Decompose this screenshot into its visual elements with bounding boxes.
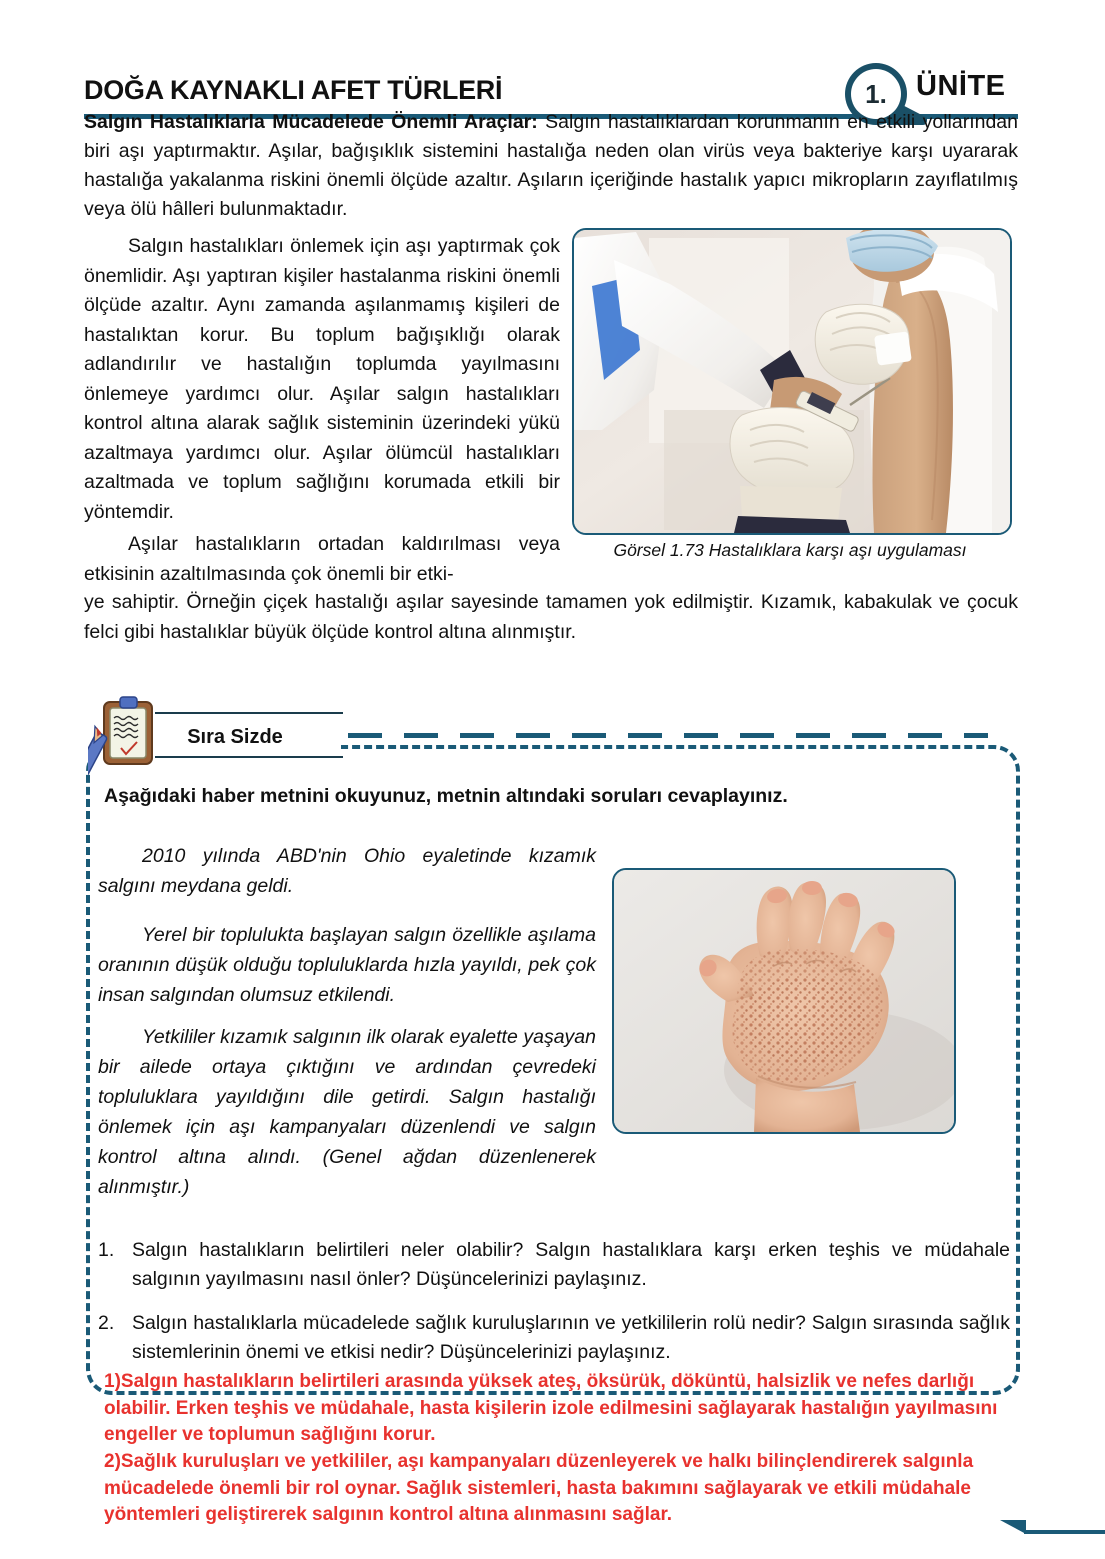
- question-item: [98, 1236, 1010, 1294]
- clipboard-pencil-icon: [88, 696, 176, 780]
- unit-number: 1.: [865, 79, 887, 109]
- question-text: Salgın hastalıkların belirtileri neler olabilir? Salgın hastalıklara karşı erken teşhis ve müdahale salgının yayılmasını nasıl önler? Düşüncelerinizi paylaşınız.: [132, 1239, 1010, 1290]
- unit-label: ÜNİTE: [916, 70, 1006, 102]
- vaccination-photo-illustration: [574, 230, 1010, 533]
- ribbon-notch: [317, 712, 343, 758]
- sira-sizde-instruction: Aşağıdaki haber metnini okuyunuz, metnin altındaki soruları cevaplayınız.: [104, 785, 788, 807]
- paragraph-one: Salgın hastalıkları önlemek için aşı yaptırmak çok önemlidir. Aşı yaptıran kişiler hastalanma riskini önemli ölçüde azaltır. Aynı zamanda aşılanmamış kişileri de hastalıktan korur. Bu toplum bağışıklığı olarak adlandırılır ve hastalığın toplumda yayılmasını önlemeye yardımcı olur. Aşılar salgın hastalıkları kontrol altına alarak sağlık sisteminin üzerindeki yükü azaltmaya yardımcı olur. Aşılar ölümcül hastalıkları azaltmada ve toplum sağlığını korumada etkili bir yöntemdir.: [84, 235, 560, 523]
- intro-body: Salgın hastalıklardan korunmanın en etkili yollarından biri aşı yaptırmaktır. Aşılar, bağışıklık sistemini hastalığa neden olan virüs veya bakteriye karşı uyararak hastalığa yakalanma riskini önemli ölçüde azaltır. Aşıların içeriğinde hastalık yapıcı mikropların zayıflatılmış veya ölü hâlleri bulunmaktadır.: [84, 111, 1018, 220]
- question-text: Salgın hastalıklarla mücadelede sağlık kuruluşlarının ve yetkililerin rolü nedir? Salgın sırasında sağlık sistemlerinin önemi ve etkisi nedir? Düşüncelerinizi paylaşınız.: [132, 1312, 1010, 1363]
- paragraph-three: ye sahiptir. Örneğin çiçek hastalığı aşılar sayesinde tamamen yok edilmiştir. Kızamık, kabakulak ve çocuk felci gibi hastalıklar büyük ölçüde kontrol altına alınmıştır.: [84, 591, 1018, 643]
- page-header: [0, 30, 1105, 109]
- question-number: 1.: [98, 1239, 115, 1261]
- news-paragraph-1: 2010 yılında ABD'nin Ohio eyaletinde kızamık salgını meydana geldi.: [98, 845, 596, 897]
- sira-sizde-label: Sıra Sizde: [187, 726, 283, 748]
- sira-sizde-ribbon: [155, 712, 341, 758]
- measles-hand-illustration: [614, 870, 954, 1132]
- question-item: [98, 1309, 1010, 1367]
- page-title: DOĞA KAYNAKLI AFET TÜRLERİ: [84, 75, 503, 105]
- ribbon-dashed-line: [348, 733, 988, 738]
- figure-vaccination-frame: [572, 228, 1012, 535]
- figure-vaccination-caption: Görsel 1.73 Hastalıklara karşı aşı uygulaması: [613, 540, 967, 560]
- answer-text-two: 2)Sağlık kuruluşları ve yetkililer, aşı kampanyaları düzenleyerek ve halkı bilinçlendirerek salgınla mücadelede önemli bir rol oynar. Sağlık sistemleri, hasta bakımını sağlayarak ve etkili müdahale yöntemleri geliştirerek salgının kontrol altına alınmasını sağlar.: [104, 1451, 974, 1525]
- news-paragraph-3: Yetkililer kızamık salgının ilk olarak eyalette yaşayan bir ailede ortaya çıktığını ve ardından çevredeki topluluklara yayıldığını dile getirdi. Salgın hastalığı önlemek için aşı kampanyaları düzenlendi ve salgın kontrol altına alındı. (Genel ağdan düzenlenerek alınmıştır.): [98, 1026, 596, 1198]
- figure-vaccination: [572, 228, 1008, 560]
- question-number: 2.: [98, 1312, 115, 1334]
- answer-text-one: 1)Salgın hastalıkların belirtileri arasında yüksek ateş, öksürük, döküntü, halsizlik ve nefes darlığı olabilir. Erken teşhis ve müdahale, hasta kişilerin izole edilmesini sağlayarak hastalığın yayılmasını engeller ve toplumun sağlığını korur.: [104, 1371, 998, 1445]
- footer-arrow-icon: [1000, 1516, 1105, 1538]
- intro-paragraph: [84, 108, 1018, 224]
- intro-lead: Salgın Hastalıklarla Mücadelede Önemli Araçlar:: [84, 111, 538, 133]
- paragraph-two: Aşılar hastalıkların ortadan kaldırılması veya etkisinin azaltılmasında çok önemli bir etki-: [84, 533, 560, 585]
- figure-measles-hand: [612, 868, 956, 1134]
- news-paragraph-2: Yerel bir toplulukta başlayan salgın özellikle aşılama oranının düşük olduğu topluluklarda hızla yayıldı, pek çok insan salgından olumsuz etkilendi.: [98, 924, 596, 1006]
